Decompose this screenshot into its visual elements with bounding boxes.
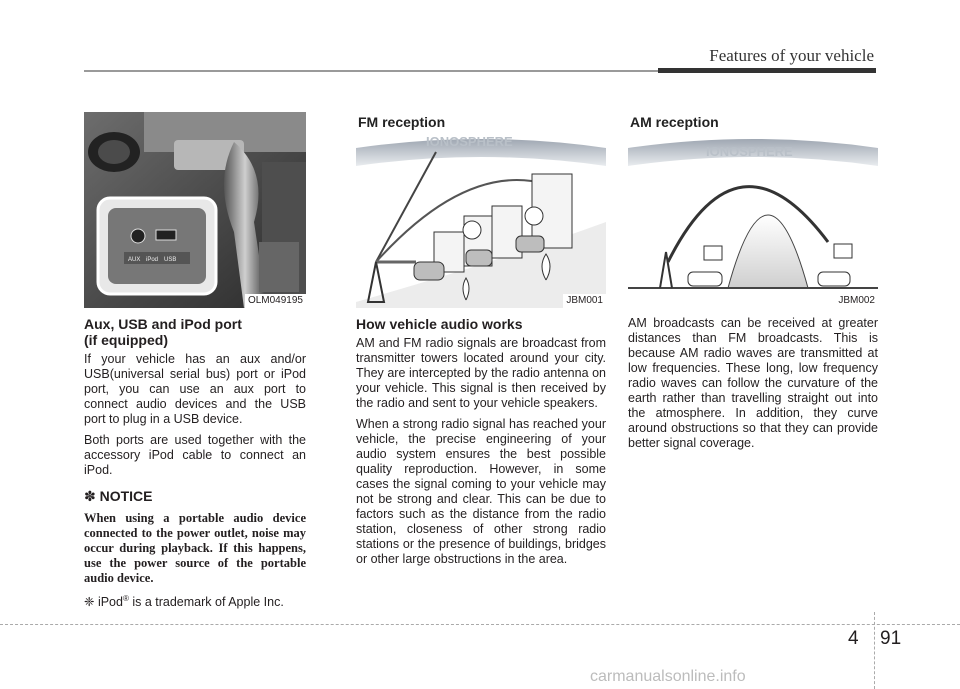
notice-heading: ✽ NOTICE	[84, 488, 153, 504]
figure-aux-usb-port	[84, 112, 306, 308]
footer-divider	[874, 612, 875, 689]
page-number: 91	[880, 628, 902, 649]
figure-am-reception	[628, 112, 878, 308]
paragraph: AM and FM radio signals are broadcast from transmitter towers located around your city. They are intercepted by the radio antenna on your vehicle. This signal is then received by the radio and sent to your vehicle speakers.	[356, 336, 606, 410]
registered-mark: ®	[122, 594, 129, 603]
figure-title: AM reception	[630, 114, 719, 130]
column-fm	[356, 112, 606, 573]
watermark: carmanualsonline.info	[590, 668, 746, 685]
footer-rule	[0, 624, 960, 625]
figure-code: JBM001	[563, 294, 606, 308]
inset-label-usb: USB	[164, 257, 177, 263]
heading-line: Aux, USB and iPod port	[84, 316, 242, 332]
inset-label-ipod: iPod	[146, 257, 159, 263]
figure-fm-reception	[356, 112, 606, 308]
paragraph: AM broadcasts can be received at greater distances than FM broadcasts. This is because AM radio waves are transmitted at low frequencies. These long, low frequency radio waves can follow the curvature of the earth rather than travelling straight out into the atmosphere. In addition, they curve around obstructions so that they can provide better signal coverage.	[628, 316, 878, 450]
paragraph: When a strong radio signal has reached your vehicle, the precise engineering of your audio system ensures the best possible quality reproduction. However, in some cases the signal coming to your vehicle may not be strong and clear. This can be due to factors such as the distance from the radio station, closeness of other strong radio stations or the presence of buildings, bridges or other large obstructions in the area.	[356, 417, 606, 566]
ionosphere-label: IONOSPHERE	[426, 134, 513, 149]
figure-code: JBM002	[835, 294, 878, 308]
column-am	[628, 112, 878, 457]
ionosphere-label: IONOSPHERE	[706, 144, 793, 159]
figure-code: OLM049195	[245, 294, 306, 308]
notice-body: When using a portable audio device connected to the power outlet, noise may occur during playback. If this happens, use the power source of the portable audio device.	[84, 511, 306, 585]
section-heading-how-audio-works: How vehicle audio works	[356, 316, 523, 332]
trademark-suffix: is a trademark of Apple Inc.	[128, 595, 284, 610]
column-aux-usb	[84, 112, 306, 609]
am-reception-diagram	[628, 112, 878, 308]
section-heading-aux-usb	[84, 316, 306, 348]
header-rule-accent	[658, 68, 876, 73]
inset-label-aux: AUX	[128, 257, 141, 263]
paragraph: If your vehicle has an aux and/or USB(universal serial bus) port or iPod port, you can use an aux port to connect audio devices and the USB port to plug in a USB device.	[84, 352, 306, 426]
page-header-title: Features of your vehicle	[709, 46, 874, 65]
fm-reception-diagram	[356, 112, 606, 308]
trademark-note	[84, 594, 306, 609]
console-photo-illustration	[84, 112, 306, 308]
figure-title: FM reception	[358, 114, 446, 130]
paragraph: Both ports are used together with the accessory iPod cable to connect an iPod.	[84, 433, 306, 477]
heading-subline: (if equipped)	[84, 332, 168, 348]
trademark-prefix: ❈ iPod	[84, 595, 123, 610]
chapter-number: 4	[848, 628, 859, 649]
